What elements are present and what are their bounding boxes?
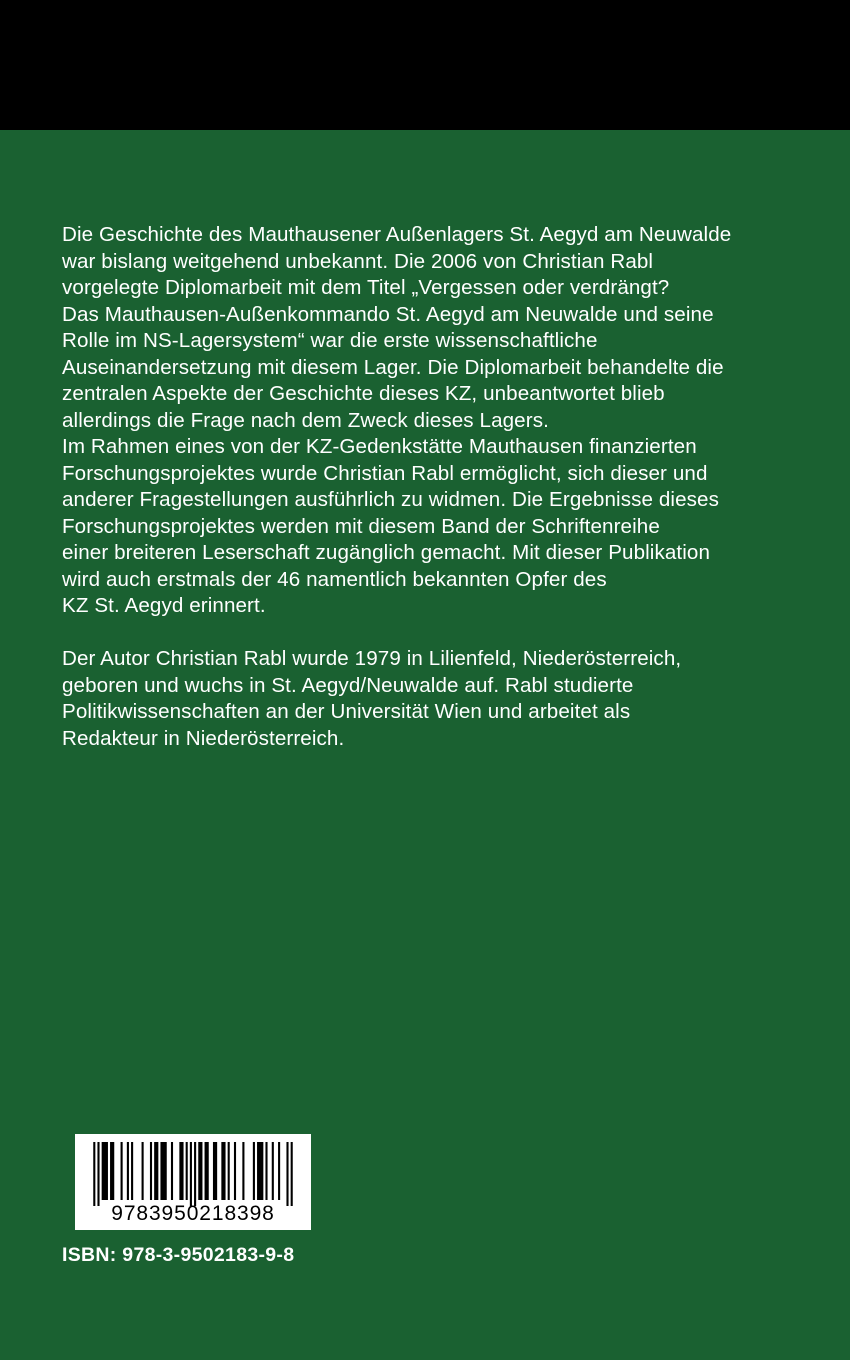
- barcode-bar: [205, 1142, 209, 1200]
- blurb-line: anderer Fragestellungen ausführlich zu widmen. Die Ergebnisse dieses: [62, 488, 720, 511]
- barcode-bar: [150, 1142, 152, 1200]
- blurb-line: vorgelegte Diplomarbeit mit dem Titel „Vergessen oder verdrängt?: [62, 276, 670, 299]
- blurb-line: Das Mauthausen-Außenkommando St. Aegyd am Neuwalde und seine: [62, 302, 714, 326]
- isbn-label: ISBN: 978-3-9502183-9-8: [62, 1244, 295, 1266]
- barcode-bar: [171, 1142, 173, 1200]
- barcode-bar: [253, 1142, 255, 1200]
- blurb-line: Im Rahmen eines von der KZ-Gedenkstätte Mauthausen finanzierten: [62, 435, 697, 458]
- barcode-bar: [194, 1142, 196, 1206]
- barcode-bar: [142, 1142, 144, 1200]
- barcode-bar: [131, 1142, 133, 1200]
- barcode-bar: [272, 1142, 274, 1200]
- barcode-bar: [234, 1142, 236, 1200]
- blurb-line: allerdings die Frage nach dem Zweck dieses Lagers.: [62, 408, 549, 432]
- blurb-paragraph-history: [62, 222, 792, 434]
- barcode-bar: [186, 1142, 188, 1200]
- author-line: Redakteur in Niederösterreich.: [62, 726, 345, 750]
- blurb-line: wird auch erstmals der 46 namentlich bekannten Opfer des: [62, 567, 607, 591]
- barcode-bar: [110, 1142, 114, 1200]
- barcode-bar: [242, 1142, 244, 1200]
- author-line: geboren und wuchs in St. Aegyd/Neuwalde auf. Rabl studierte: [62, 673, 634, 697]
- blurb-paragraph-research: [62, 434, 792, 620]
- barcode-bar: [190, 1142, 192, 1206]
- barcode-bar: [257, 1142, 263, 1200]
- barcode-bar: [278, 1142, 280, 1200]
- top-black-band: [0, 0, 850, 130]
- barcode-bar: [198, 1142, 202, 1200]
- barcode-bar: [221, 1142, 225, 1200]
- barcode-bar: [93, 1142, 95, 1206]
- isbn-barcode: [75, 1134, 311, 1230]
- author-line: Politikwissenschaften an der Universität Wien und arbeitet als: [62, 700, 631, 723]
- barcode-bar: [179, 1142, 183, 1200]
- barcode-bar: [97, 1142, 99, 1206]
- blurb-line: Auseinandersetzung mit diesem Lager. Die Diplomarbeit behandelte die: [62, 355, 724, 379]
- blurb-line: zentralen Aspekte der Geschichte dieses KZ, unbeantwortet blieb: [62, 382, 665, 405]
- barcode-bar: [213, 1142, 217, 1200]
- author-line: Der Autor Christian Rabl wurde 1979 in Lilienfeld, Niederösterreich,: [62, 647, 682, 670]
- barcode-bar: [102, 1142, 108, 1200]
- barcode-bar: [286, 1142, 288, 1206]
- blurb-line: war bislang weitgehend unbekannt. Die 2006 von Christian Rabl: [62, 249, 654, 273]
- barcode-bar: [228, 1142, 230, 1200]
- blurb-line: Forschungsprojektes wurde Christian Rabl ermöglicht, sich dieser und: [62, 461, 708, 485]
- barcode-digits: 9783950218398: [111, 1202, 275, 1225]
- barcode-bar: [160, 1142, 166, 1200]
- barcode-bar: [291, 1142, 293, 1206]
- blurb-line: einer breiteren Leserschaft zugänglich gemacht. Mit dieser Publikation: [62, 541, 711, 564]
- paragraph-gap: [62, 620, 792, 647]
- blurb-line: KZ St. Aegyd erinnert.: [62, 594, 266, 617]
- back-cover-blurb: [62, 222, 792, 752]
- barcode-bar: [154, 1142, 158, 1200]
- blurb-line: Rolle im NS-Lagersystem“ war die erste wissenschaftliche: [62, 329, 598, 352]
- blurb-paragraph-author: [62, 646, 792, 752]
- barcode-bar: [121, 1142, 123, 1200]
- barcode-bar: [127, 1142, 129, 1200]
- blurb-line: Forschungsprojektes werden mit diesem Band der Schriftenreihe: [62, 514, 660, 538]
- blurb-line: Die Geschichte des Mauthausener Außenlagers St. Aegyd am Neuwalde: [62, 223, 732, 246]
- barcode-bar: [265, 1142, 267, 1200]
